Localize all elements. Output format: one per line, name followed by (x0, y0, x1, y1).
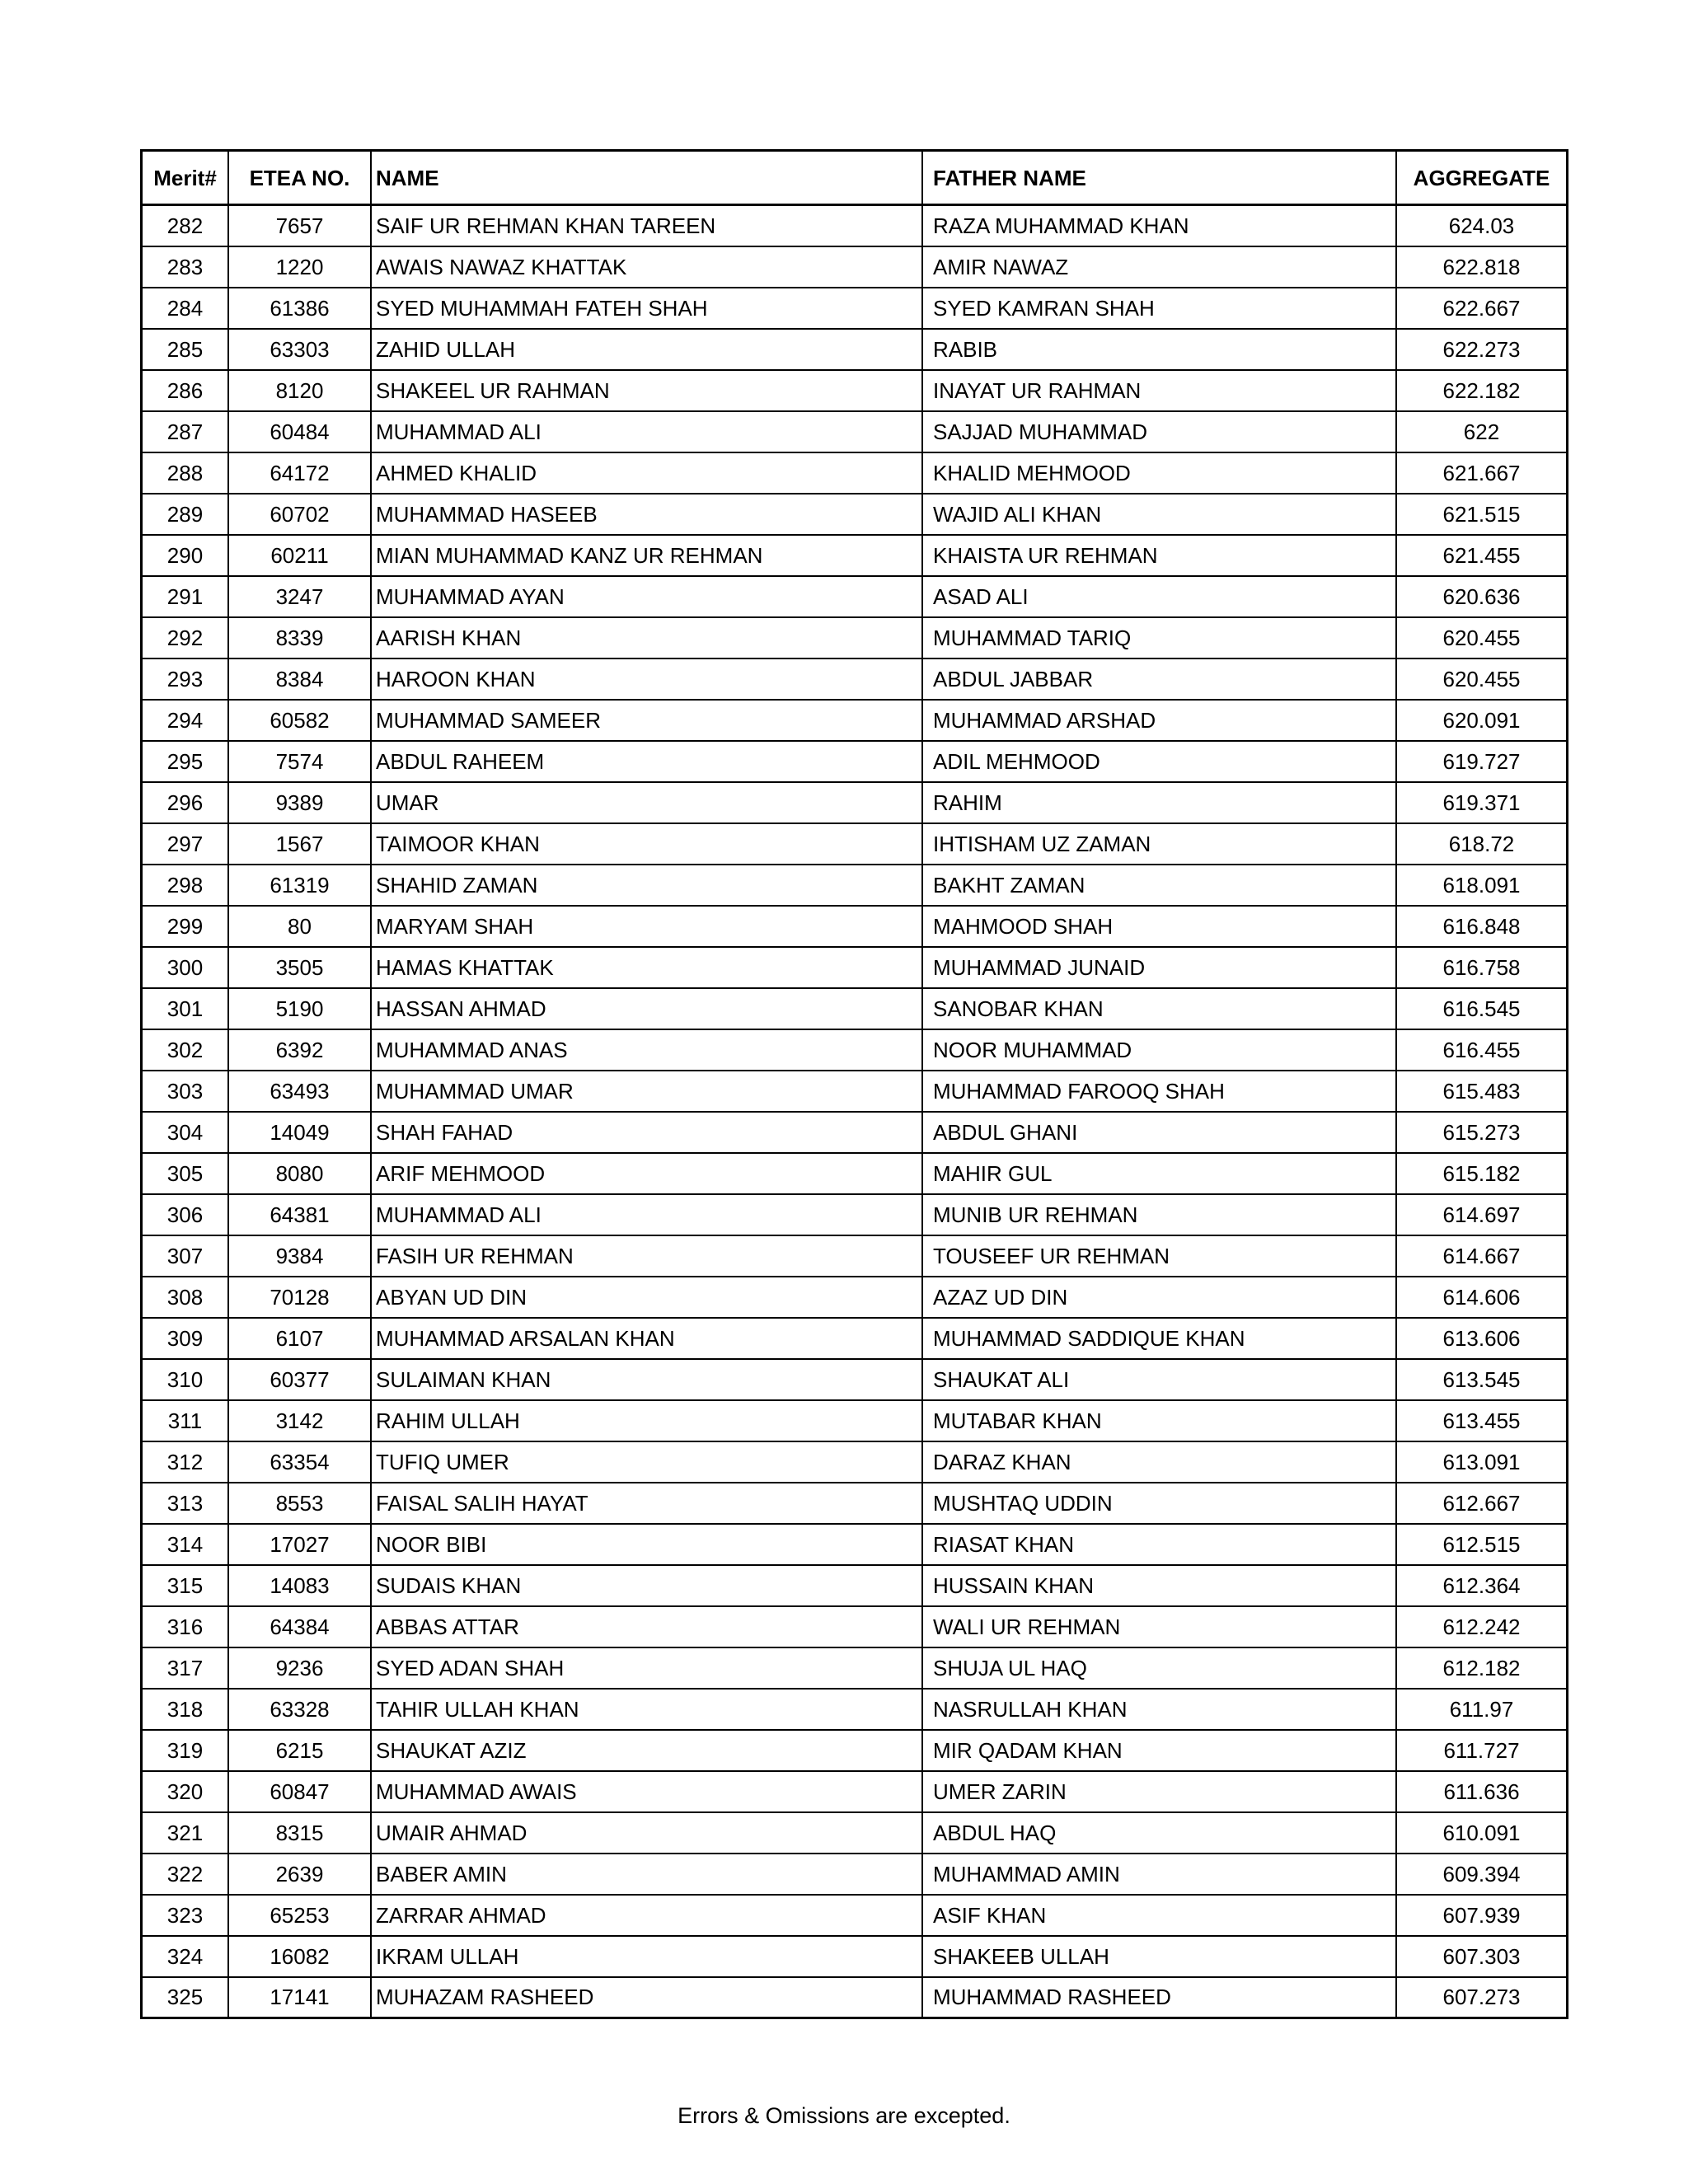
cell-etea-no: 70128 (228, 1277, 371, 1318)
cell-name: FAISAL SALIH HAYAT (371, 1483, 922, 1524)
cell-father-name: IHTISHAM UZ ZAMAN (922, 823, 1396, 865)
table-row (142, 246, 1568, 288)
table-row (142, 865, 1568, 906)
table-row (142, 1689, 1568, 1730)
cell-aggregate: 615.483 (1396, 1071, 1568, 1112)
cell-merit: 306 (142, 1194, 229, 1235)
cell-merit: 308 (142, 1277, 229, 1318)
cell-merit: 317 (142, 1647, 229, 1689)
cell-merit: 325 (142, 1977, 229, 2018)
cell-merit: 312 (142, 1441, 229, 1483)
cell-father-name: MIR QADAM KHAN (922, 1730, 1396, 1771)
cell-etea-no: 6392 (228, 1029, 371, 1071)
cell-aggregate: 620.091 (1396, 700, 1568, 741)
table-row (142, 1565, 1568, 1606)
cell-aggregate: 622.667 (1396, 288, 1568, 329)
merit-list-table (140, 149, 1568, 2019)
table-row (142, 700, 1568, 741)
cell-aggregate: 619.727 (1396, 741, 1568, 782)
table-row (142, 370, 1568, 411)
cell-father-name: DARAZ KHAN (922, 1441, 1396, 1483)
header-row (142, 151, 1568, 205)
cell-father-name: MUHAMMAD JUNAID (922, 947, 1396, 988)
cell-etea-no: 63354 (228, 1441, 371, 1483)
cell-father-name: UMER ZARIN (922, 1771, 1396, 1812)
table-row (142, 617, 1568, 658)
cell-father-name: NASRULLAH KHAN (922, 1689, 1396, 1730)
cell-aggregate: 616.758 (1396, 947, 1568, 988)
table-row (142, 576, 1568, 617)
table-row (142, 452, 1568, 494)
table-row (142, 1071, 1568, 1112)
cell-name: MUHAMMAD HASEEB (371, 494, 922, 535)
table-row (142, 1359, 1568, 1400)
table-row (142, 1524, 1568, 1565)
table-row (142, 329, 1568, 370)
table-row (142, 1235, 1568, 1277)
cell-etea-no: 60484 (228, 411, 371, 452)
table-header (142, 151, 1568, 205)
cell-merit: 294 (142, 700, 229, 741)
cell-aggregate: 615.182 (1396, 1153, 1568, 1194)
cell-etea-no: 60847 (228, 1771, 371, 1812)
table-row (142, 1400, 1568, 1441)
header-name: NAME (371, 151, 922, 205)
cell-name: ZAHID ULLAH (371, 329, 922, 370)
cell-etea-no: 8553 (228, 1483, 371, 1524)
cell-name: IKRAM ULLAH (371, 1936, 922, 1977)
table-row (142, 906, 1568, 947)
cell-etea-no: 8080 (228, 1153, 371, 1194)
table-row (142, 1277, 1568, 1318)
cell-father-name: RAZA MUHAMMAD KHAN (922, 205, 1396, 246)
table-row (142, 411, 1568, 452)
cell-etea-no: 3247 (228, 576, 371, 617)
cell-name: MUHAMMAD ANAS (371, 1029, 922, 1071)
cell-father-name: MUHAMMAD ARSHAD (922, 700, 1396, 741)
cell-etea-no: 8384 (228, 658, 371, 700)
cell-father-name: MUHAMMAD TARIQ (922, 617, 1396, 658)
table-row (142, 1647, 1568, 1689)
cell-aggregate: 613.606 (1396, 1318, 1568, 1359)
cell-etea-no: 65253 (228, 1895, 371, 1936)
cell-name: MUHAZAM RASHEED (371, 1977, 922, 2018)
cell-father-name: SHAUKAT ALI (922, 1359, 1396, 1400)
cell-aggregate: 610.091 (1396, 1812, 1568, 1854)
cell-etea-no: 5190 (228, 988, 371, 1029)
cell-name: MUHAMMAD ARSALAN KHAN (371, 1318, 922, 1359)
cell-etea-no: 60702 (228, 494, 371, 535)
cell-aggregate: 614.667 (1396, 1235, 1568, 1277)
cell-merit: 321 (142, 1812, 229, 1854)
table-row (142, 658, 1568, 700)
table-row (142, 494, 1568, 535)
table-row (142, 1029, 1568, 1071)
cell-etea-no: 14049 (228, 1112, 371, 1153)
cell-etea-no: 61319 (228, 865, 371, 906)
cell-aggregate: 612.242 (1396, 1606, 1568, 1647)
cell-name: SULAIMAN KHAN (371, 1359, 922, 1400)
cell-etea-no: 8315 (228, 1812, 371, 1854)
cell-merit: 313 (142, 1483, 229, 1524)
cell-merit: 315 (142, 1565, 229, 1606)
cell-merit: 301 (142, 988, 229, 1029)
cell-aggregate: 611.727 (1396, 1730, 1568, 1771)
cell-name: SHAH FAHAD (371, 1112, 922, 1153)
cell-name: HAROON KHAN (371, 658, 922, 700)
table-row (142, 1936, 1568, 1977)
cell-etea-no: 6215 (228, 1730, 371, 1771)
cell-merit: 319 (142, 1730, 229, 1771)
cell-name: MUHAMMAD SAMEER (371, 700, 922, 741)
cell-aggregate: 615.273 (1396, 1112, 1568, 1153)
cell-name: MIAN MUHAMMAD KANZ UR REHMAN (371, 535, 922, 576)
cell-aggregate: 611.636 (1396, 1771, 1568, 1812)
cell-name: HASSAN AHMAD (371, 988, 922, 1029)
cell-etea-no: 16082 (228, 1936, 371, 1977)
cell-aggregate: 618.72 (1396, 823, 1568, 865)
cell-aggregate: 607.939 (1396, 1895, 1568, 1936)
table-row (142, 1977, 1568, 2018)
cell-father-name: RABIB (922, 329, 1396, 370)
cell-name: BABER AMIN (371, 1854, 922, 1895)
cell-aggregate: 620.455 (1396, 617, 1568, 658)
cell-etea-no: 8120 (228, 370, 371, 411)
table-row (142, 1812, 1568, 1854)
cell-name: ZARRAR AHMAD (371, 1895, 922, 1936)
cell-etea-no: 60211 (228, 535, 371, 576)
cell-merit: 282 (142, 205, 229, 246)
cell-aggregate: 612.364 (1396, 1565, 1568, 1606)
cell-name: SHAKEEL UR RAHMAN (371, 370, 922, 411)
cell-aggregate: 616.545 (1396, 988, 1568, 1029)
cell-aggregate: 624.03 (1396, 205, 1568, 246)
cell-father-name: MUSHTAQ UDDIN (922, 1483, 1396, 1524)
cell-aggregate: 622 (1396, 411, 1568, 452)
cell-aggregate: 607.273 (1396, 1977, 1568, 2018)
cell-name: RAHIM ULLAH (371, 1400, 922, 1441)
cell-merit: 309 (142, 1318, 229, 1359)
table-row (142, 1895, 1568, 1936)
cell-merit: 318 (142, 1689, 229, 1730)
cell-father-name: ABDUL JABBAR (922, 658, 1396, 700)
cell-merit: 314 (142, 1524, 229, 1565)
table-row (142, 782, 1568, 823)
cell-name: SYED MUHAMMAH FATEH SHAH (371, 288, 922, 329)
cell-aggregate: 612.182 (1396, 1647, 1568, 1689)
cell-father-name: MAHIR GUL (922, 1153, 1396, 1194)
cell-name: SUDAIS KHAN (371, 1565, 922, 1606)
cell-merit: 305 (142, 1153, 229, 1194)
cell-aggregate: 613.091 (1396, 1441, 1568, 1483)
cell-etea-no: 80 (228, 906, 371, 947)
cell-father-name: WALI UR REHMAN (922, 1606, 1396, 1647)
table-row (142, 1153, 1568, 1194)
cell-father-name: MUHAMMAD AMIN (922, 1854, 1396, 1895)
cell-etea-no: 14083 (228, 1565, 371, 1606)
cell-etea-no: 63493 (228, 1071, 371, 1112)
cell-name: AARISH KHAN (371, 617, 922, 658)
cell-merit: 293 (142, 658, 229, 700)
cell-father-name: BAKHT ZAMAN (922, 865, 1396, 906)
cell-etea-no: 64381 (228, 1194, 371, 1235)
cell-father-name: SYED KAMRAN SHAH (922, 288, 1396, 329)
cell-father-name: SHAKEEB ULLAH (922, 1936, 1396, 1977)
cell-name: ABYAN UD DIN (371, 1277, 922, 1318)
table-body (142, 205, 1568, 2018)
cell-name: ABDUL RAHEEM (371, 741, 922, 782)
cell-name: MUHAMMAD AWAIS (371, 1771, 922, 1812)
cell-etea-no: 7657 (228, 205, 371, 246)
cell-aggregate: 618.091 (1396, 865, 1568, 906)
cell-aggregate: 613.545 (1396, 1359, 1568, 1400)
cell-father-name: MUNIB UR REHMAN (922, 1194, 1396, 1235)
cell-etea-no: 64172 (228, 452, 371, 494)
cell-merit: 296 (142, 782, 229, 823)
cell-etea-no: 9384 (228, 1235, 371, 1277)
cell-father-name: MAHMOOD SHAH (922, 906, 1396, 947)
table-row (142, 1318, 1568, 1359)
cell-merit: 286 (142, 370, 229, 411)
cell-etea-no: 3142 (228, 1400, 371, 1441)
cell-name: MARYAM SHAH (371, 906, 922, 947)
cell-name: AHMED KHALID (371, 452, 922, 494)
cell-merit: 324 (142, 1936, 229, 1977)
cell-name: FASIH UR REHMAN (371, 1235, 922, 1277)
cell-name: NOOR BIBI (371, 1524, 922, 1565)
cell-father-name: MUHAMMAD FAROOQ SHAH (922, 1071, 1396, 1112)
cell-father-name: MUTABAR KHAN (922, 1400, 1396, 1441)
header-etea-no: ETEA NO. (228, 151, 371, 205)
cell-aggregate: 622.273 (1396, 329, 1568, 370)
cell-name: SHAUKAT AZIZ (371, 1730, 922, 1771)
cell-aggregate: 612.667 (1396, 1483, 1568, 1524)
table-row (142, 288, 1568, 329)
cell-aggregate: 613.455 (1396, 1400, 1568, 1441)
cell-merit: 284 (142, 288, 229, 329)
cell-aggregate: 612.515 (1396, 1524, 1568, 1565)
table-row (142, 1112, 1568, 1153)
table-row (142, 741, 1568, 782)
cell-aggregate: 609.394 (1396, 1854, 1568, 1895)
cell-aggregate: 621.455 (1396, 535, 1568, 576)
cell-etea-no: 60377 (228, 1359, 371, 1400)
cell-name: ARIF MEHMOOD (371, 1153, 922, 1194)
cell-father-name: ABDUL HAQ (922, 1812, 1396, 1854)
cell-etea-no: 64384 (228, 1606, 371, 1647)
cell-name: SAIF UR REHMAN KHAN TAREEN (371, 205, 922, 246)
cell-merit: 298 (142, 865, 229, 906)
cell-merit: 289 (142, 494, 229, 535)
cell-name: HAMAS KHATTAK (371, 947, 922, 988)
cell-etea-no: 63328 (228, 1689, 371, 1730)
cell-father-name: ABDUL GHANI (922, 1112, 1396, 1153)
cell-name: SHAHID ZAMAN (371, 865, 922, 906)
cell-name: UMAIR AHMAD (371, 1812, 922, 1854)
cell-aggregate: 621.667 (1396, 452, 1568, 494)
table-row (142, 1483, 1568, 1524)
cell-name: MUHAMMAD UMAR (371, 1071, 922, 1112)
cell-name: TAIMOOR KHAN (371, 823, 922, 865)
table-row (142, 1194, 1568, 1235)
cell-merit: 323 (142, 1895, 229, 1936)
table-row (142, 1854, 1568, 1895)
table-row (142, 1730, 1568, 1771)
cell-merit: 303 (142, 1071, 229, 1112)
table-row (142, 947, 1568, 988)
cell-name: MUHAMMAD ALI (371, 1194, 922, 1235)
cell-name: UMAR (371, 782, 922, 823)
cell-etea-no: 1567 (228, 823, 371, 865)
cell-etea-no: 63303 (228, 329, 371, 370)
cell-etea-no: 2639 (228, 1854, 371, 1895)
cell-aggregate: 619.371 (1396, 782, 1568, 823)
cell-father-name: KHAISTA UR REHMAN (922, 535, 1396, 576)
cell-father-name: ASAD ALI (922, 576, 1396, 617)
footer-note: Errors & Omissions are excepted. (678, 2103, 1010, 2128)
cell-aggregate: 614.606 (1396, 1277, 1568, 1318)
cell-merit: 300 (142, 947, 229, 988)
cell-name: SYED ADAN SHAH (371, 1647, 922, 1689)
cell-father-name: SANOBAR KHAN (922, 988, 1396, 1029)
cell-father-name: RIASAT KHAN (922, 1524, 1396, 1565)
cell-merit: 310 (142, 1359, 229, 1400)
cell-etea-no: 60582 (228, 700, 371, 741)
cell-aggregate: 616.848 (1396, 906, 1568, 947)
cell-merit: 299 (142, 906, 229, 947)
cell-father-name: TOUSEEF UR REHMAN (922, 1235, 1396, 1277)
cell-etea-no: 17141 (228, 1977, 371, 2018)
cell-etea-no: 17027 (228, 1524, 371, 1565)
cell-etea-no: 3505 (228, 947, 371, 988)
cell-father-name: SAJJAD MUHAMMAD (922, 411, 1396, 452)
header-aggregate: AGGREGATE (1396, 151, 1568, 205)
cell-aggregate: 622.182 (1396, 370, 1568, 411)
table-row (142, 205, 1568, 246)
cell-merit: 292 (142, 617, 229, 658)
cell-etea-no: 9389 (228, 782, 371, 823)
cell-merit: 307 (142, 1235, 229, 1277)
table-row (142, 1441, 1568, 1483)
cell-name: TUFIQ UMER (371, 1441, 922, 1483)
cell-father-name: MUHAMMAD RASHEED (922, 1977, 1396, 2018)
table-row (142, 823, 1568, 865)
cell-father-name: AZAZ UD DIN (922, 1277, 1396, 1318)
cell-name: ABBAS ATTAR (371, 1606, 922, 1647)
cell-etea-no: 8339 (228, 617, 371, 658)
cell-merit: 288 (142, 452, 229, 494)
cell-merit: 285 (142, 329, 229, 370)
cell-father-name: AMIR NAWAZ (922, 246, 1396, 288)
cell-merit: 283 (142, 246, 229, 288)
cell-aggregate: 620.455 (1396, 658, 1568, 700)
cell-merit: 316 (142, 1606, 229, 1647)
cell-father-name: HUSSAIN KHAN (922, 1565, 1396, 1606)
cell-name: MUHAMMAD ALI (371, 411, 922, 452)
cell-etea-no: 1220 (228, 246, 371, 288)
cell-father-name: ASIF KHAN (922, 1895, 1396, 1936)
cell-aggregate: 611.97 (1396, 1689, 1568, 1730)
cell-etea-no: 6107 (228, 1318, 371, 1359)
cell-father-name: ADIL MEHMOOD (922, 741, 1396, 782)
cell-name: MUHAMMAD AYAN (371, 576, 922, 617)
cell-merit: 291 (142, 576, 229, 617)
cell-aggregate: 621.515 (1396, 494, 1568, 535)
header-father-name: FATHER NAME (922, 151, 1396, 205)
cell-merit: 320 (142, 1771, 229, 1812)
cell-merit: 287 (142, 411, 229, 452)
cell-merit: 322 (142, 1854, 229, 1895)
cell-name: AWAIS NAWAZ KHATTAK (371, 246, 922, 288)
cell-father-name: NOOR MUHAMMAD (922, 1029, 1396, 1071)
cell-merit: 297 (142, 823, 229, 865)
cell-aggregate: 622.818 (1396, 246, 1568, 288)
cell-father-name: KHALID MEHMOOD (922, 452, 1396, 494)
table-row (142, 1606, 1568, 1647)
cell-father-name: SHUJA UL HAQ (922, 1647, 1396, 1689)
cell-father-name: RAHIM (922, 782, 1396, 823)
cell-aggregate: 607.303 (1396, 1936, 1568, 1977)
cell-merit: 304 (142, 1112, 229, 1153)
table-row (142, 988, 1568, 1029)
header-merit: Merit# (142, 151, 229, 205)
cell-aggregate: 616.455 (1396, 1029, 1568, 1071)
cell-name: TAHIR ULLAH KHAN (371, 1689, 922, 1730)
cell-aggregate: 620.636 (1396, 576, 1568, 617)
table-row (142, 1771, 1568, 1812)
cell-merit: 311 (142, 1400, 229, 1441)
cell-merit: 290 (142, 535, 229, 576)
cell-etea-no: 61386 (228, 288, 371, 329)
cell-etea-no: 7574 (228, 741, 371, 782)
cell-merit: 295 (142, 741, 229, 782)
cell-father-name: WAJID ALI KHAN (922, 494, 1396, 535)
cell-father-name: MUHAMMAD SADDIQUE KHAN (922, 1318, 1396, 1359)
cell-merit: 302 (142, 1029, 229, 1071)
cell-father-name: INAYAT UR RAHMAN (922, 370, 1396, 411)
cell-etea-no: 9236 (228, 1647, 371, 1689)
cell-aggregate: 614.697 (1396, 1194, 1568, 1235)
table-row (142, 535, 1568, 576)
